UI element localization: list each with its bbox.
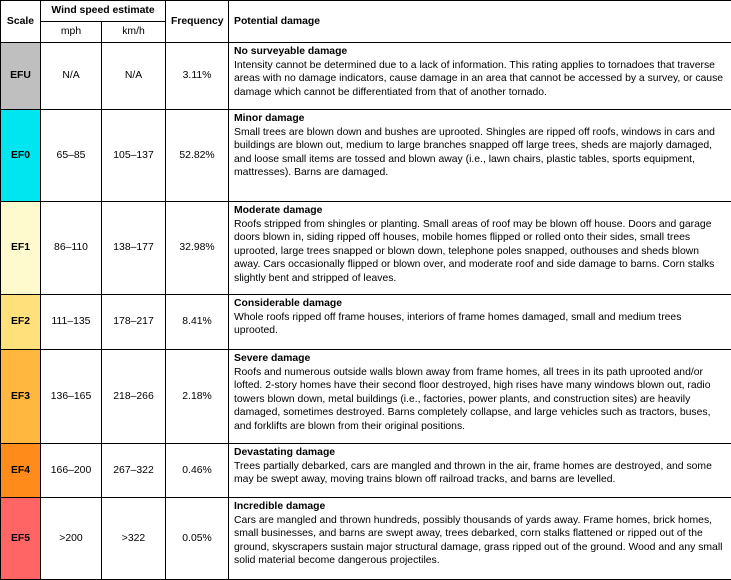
- damage-cell: [229, 110, 731, 202]
- damage-cell: [229, 444, 731, 498]
- scale-cell: EF4: [1, 444, 41, 498]
- mph-cell: N/A: [41, 43, 102, 110]
- frequency-cell: 8.41%: [166, 295, 229, 350]
- scale-cell: EF2: [1, 295, 41, 350]
- kmh-cell: 218–266: [102, 350, 166, 444]
- damage-title: Minor damage: [234, 113, 305, 124]
- header-kmh: km/h: [102, 22, 166, 43]
- kmh-cell: 267–322: [102, 444, 166, 498]
- damage-cell: [229, 498, 731, 580]
- header-frequency: Frequency: [166, 1, 229, 43]
- scale-cell: EF3: [1, 350, 41, 444]
- kmh-cell: N/A: [102, 43, 166, 110]
- damage-description: Trees partially debarked, cars are mangled and thrown in the air, frame homes are destroyed, and some may be swept away, moving trains blown off railroad tracks, and barns are levelled.: [234, 460, 712, 485]
- table-row: [1, 498, 731, 580]
- kmh-cell: 178–217: [102, 295, 166, 350]
- damage-description: Roofs and numerous outside walls blown away from frame homes, all trees in its path uprooted and/or lofted. 2-story homes have their second floor destroyed, high rises have many windows blown out, radio towers blown down, metal buildings (i.e., factories, power plants, and construction sites) are heavily damaged, sometimes destroyed. Barns completely collapse, and large vehicles such as tractors, buses, and forklifts are blown from their original positions.: [234, 366, 711, 432]
- damage-cell: [229, 202, 731, 295]
- kmh-cell: 105–137: [102, 110, 166, 202]
- mph-cell: 111–135: [41, 295, 102, 350]
- damage-title: Considerable damage: [234, 298, 342, 309]
- table-row: [1, 202, 731, 295]
- table-row: [1, 110, 731, 202]
- damage-title: Moderate damage: [234, 205, 323, 216]
- damage-title: Incredible damage: [234, 501, 326, 512]
- mph-cell: 65–85: [41, 110, 102, 202]
- damage-description: Intensity cannot be determined due to a lack of information. This rating applies to tornadoes that traverse areas with no damage indicators, cause damage in an area that cannot be accessed by a survey, or cause damage which cannot be differentiated from that of another tornado.: [234, 59, 724, 98]
- scale-cell: EF5: [1, 498, 41, 580]
- table-row: [1, 43, 731, 110]
- mph-cell: >200: [41, 498, 102, 580]
- mph-cell: 166–200: [41, 444, 102, 498]
- damage-title: No surveyable damage: [234, 46, 348, 57]
- scale-cell: EF0: [1, 110, 41, 202]
- mph-cell: 136–165: [41, 350, 102, 444]
- header-scale: Scale: [1, 1, 41, 43]
- frequency-cell: 0.05%: [166, 498, 229, 580]
- damage-description: Small trees are blown down and bushes are uprooted. Shingles are ripped off roofs, windows in cars and buildings are blown out, medium to large branches snapped off large trees, sheds are majorly damaged, and loose small items are tossed and blown away (i.e., lawn chairs, plastic tables, sports equipment, mattresses). Barns are damaged.: [234, 126, 715, 178]
- scale-cell: EF1: [1, 202, 41, 295]
- header-wind-speed: Wind speed estimate: [41, 1, 166, 22]
- frequency-cell: 52.82%: [166, 110, 229, 202]
- kmh-cell: >322: [102, 498, 166, 580]
- frequency-cell: 0.46%: [166, 444, 229, 498]
- damage-title: Devastating damage: [234, 447, 336, 458]
- damage-title: Severe damage: [234, 353, 311, 364]
- frequency-cell: 32.98%: [166, 202, 229, 295]
- damage-cell: [229, 295, 731, 350]
- frequency-cell: 2.18%: [166, 350, 229, 444]
- table-row: [1, 295, 731, 350]
- damage-description: Roofs stripped from shingles or planting. Small areas of roof may be blown off house. Doors and garage doors blown in, siding ripped off houses, mobile homes flipped or rolled onto their sides, small trees uprooted, large trees snapped or blown down, telephone poles snapped, outhouses and sheds blown away. Cars occasionally flipped or blown over, and moderate roof and side damage to barns. Corn stalks slightly bent and stripped of leaves.: [234, 218, 715, 284]
- table-row: [1, 444, 731, 498]
- table-row: [1, 350, 731, 444]
- header-mph: mph: [41, 22, 102, 43]
- scale-cell: EFU: [1, 43, 41, 110]
- kmh-cell: 138–177: [102, 202, 166, 295]
- damage-cell: [229, 350, 731, 444]
- mph-cell: 86–110: [41, 202, 102, 295]
- damage-description: Cars are mangled and thrown hundreds, possibly thousands of yards away. Frame homes, brick homes, small businesses, and barns are swept away, trees debarked, corn stalks flattened or ripped out of the ground, skyscrapers sustain major structural damage, grass ripped out of the ground. Wood and any small solid material become dangerous projectiles.: [234, 514, 723, 566]
- header-potential-damage: Potential damage: [229, 1, 731, 43]
- frequency-cell: 3.11%: [166, 43, 229, 110]
- damage-cell: [229, 43, 731, 110]
- damage-description: Whole roofs ripped off frame houses, interiors of frame homes damaged, small and medium trees uprooted.: [234, 311, 682, 336]
